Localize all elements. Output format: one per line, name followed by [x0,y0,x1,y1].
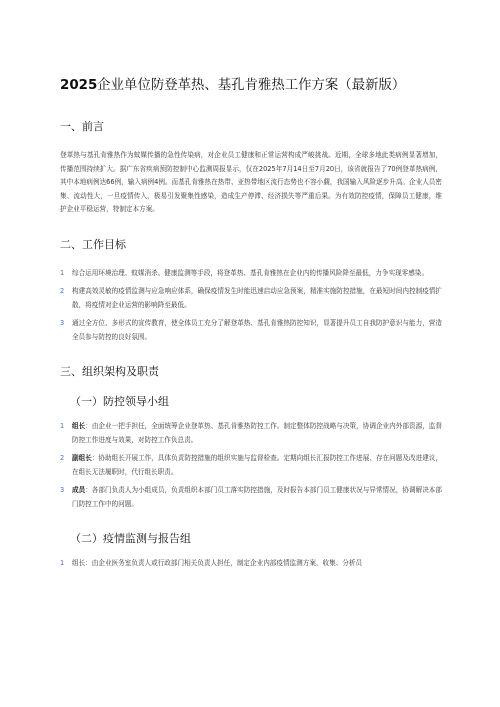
list-item-text: ：各部门负责人为小组成员，负责组织本部门员工落实防控措施，及时报告本部门员工健康状况与异常情况，协调解决本部门防控工作中的问题。 [72,486,443,508]
list-item [60,267,442,281]
role-label: 副组长 [72,454,92,462]
document-title [60,72,442,99]
preface-paragraph: 登革热与基孔肯雅热作为蚊媒传播的急性传染病，对企业员工健康和正常运营构成严峻挑战。近期，全球多地此类病例显著增加，传播范围持续扩大。据广东省疾病预防控制中心监测周报显示，仅在2025年7月14日至7月20日，该省就报告了70例登革热病例，其中本地病例达66例，输入病例4例。而基孔肯雅热在热带、亚热带地区流行态势也不容小觑，我国输入风险逐步升高。企业人员密集、流动性大，一旦疫情传入，极易引发聚集性感染，造成生产停滞、经济损失等严重后果。为有效防控疫情，保障员工健康，维护企业平稳运营，特制定本方案。 [60,151,442,213]
list-item-text: 组长：由企业医务室负责人或行政部门相关负责人担任，制定企业内部疫情监测方案，收集、分析员 [72,559,363,567]
list-number: 2 [60,454,65,462]
subsection-heading-leadership: （一）防控领导小组 [70,395,169,408]
list-number: 3 [60,319,65,327]
goals-list [60,267,442,345]
monitoring-list [60,557,442,571]
list-item-text: ：协助组长开展工作，具体负责防控措施的组织实施与监督检查。定期向组长汇报防控工作进展、存在问题及改进建议，在组长无法履职时，代行组长职责。 [72,454,443,476]
list-item [60,317,442,344]
role-label: 组长 [72,422,86,430]
document-page [60,72,442,591]
title-text: 企业单位防登革热、基孔肯雅热工作方案（最新版） [97,78,406,93]
subsection-heading-monitoring: （二）疫情监测与报告组 [70,532,191,545]
list-item-text: 通过全方位、多形式的宣传教育，使全体员工充分了解登革热、基孔肯雅热防控知识，显著提升员工自我防护意识与能力，营造全员参与防控的良好氛围。 [72,319,442,341]
section-heading-org: 三、组织架构及职责 [60,365,159,378]
list-number: 1 [60,268,65,277]
section-heading-goals: 二、工作目标 [60,237,126,251]
list-item [60,420,442,447]
list-item [60,452,442,479]
section-heading-preface: 一、前言 [60,120,104,133]
list-number: 1 [60,422,65,430]
role-label: 成员 [72,486,86,494]
list-item-text: ：由企业一把手担任，全面统筹企业登革热、基孔肯雅热防控工作。制定整体防控战略与决策，协调企业内外部资源，监督防控工作进度与效果，对防控工作负总责。 [72,422,443,444]
list-number: 2 [60,287,65,295]
list-item [60,285,442,312]
list-item [60,484,442,511]
title-year: 2025 [60,78,98,93]
leadership-list [60,420,442,511]
list-number: 1 [60,559,65,567]
list-item-text: 综合运用环境治理、蚊媒消杀、健康监测等手段，将登革热、基孔肯雅热在企业内的传播风险降至最低，力争实现零感染。 [72,268,429,277]
list-item-text: 构建高效灵敏的疫情监测与应急响应体系，确保疫情发生时能迅速启动应急预案，精准实施防控措施，在最短时间内控制疫情扩散，将疫情对企业运营的影响降至最低。 [72,287,442,309]
list-item [60,557,442,571]
list-number: 3 [60,486,65,494]
